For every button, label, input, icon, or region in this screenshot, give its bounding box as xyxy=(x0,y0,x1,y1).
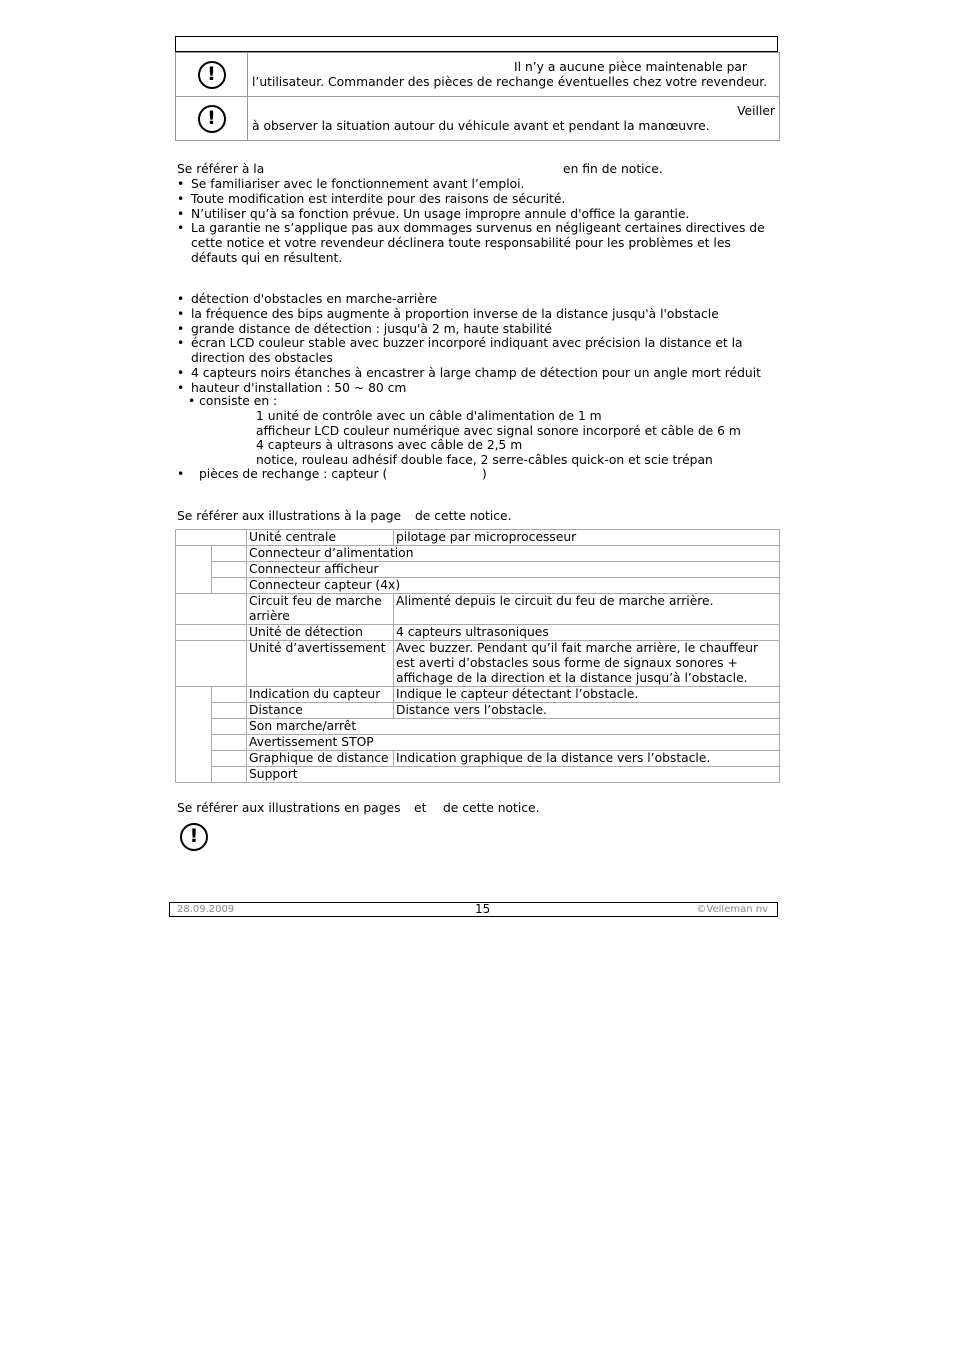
part-description: Alimenté depuis le circuit du feu de marche arrière. xyxy=(394,594,780,625)
part-name: Support xyxy=(247,767,780,783)
warning-text: Veiller xyxy=(737,103,775,118)
installation-intro-b: et xyxy=(414,801,427,815)
list-item: • hauteur d'installation : 50 ~ 80 cm xyxy=(175,381,775,396)
part-name: Connecteur afficheur xyxy=(247,562,780,578)
part-name: Unité centrale xyxy=(247,530,394,546)
warning-row xyxy=(176,53,780,97)
table-row xyxy=(176,719,780,735)
part-name: Indication du capteur xyxy=(247,687,394,703)
part-name: Connecteur d’alimentation xyxy=(247,546,780,562)
list-item: • La garantie ne s’applique pas aux dommages survenus en négligeant certaines directives de cette notice et votre revendeur déclinera toute responsabilité pour les problèmes et les défauts qui en résultent. xyxy=(175,221,775,265)
part-name: Graphique de distance xyxy=(247,751,394,767)
list-item: • N’utiliser qu’à sa fonction prévue. Un usage impropre annule d'office la garantie. xyxy=(175,207,775,222)
consists-item: notice, rouleau adhésif double face, 2 serre-câbles quick-on et scie trépan xyxy=(256,453,713,467)
table-row xyxy=(176,767,780,783)
warning-text: l’utilisateur. Commander des pièces de rechange éventuelles chez votre revendeur. xyxy=(252,74,768,89)
list-item: • 4 capteurs noirs étanches à encastrer à large champ de détection pour un angle mort réduit xyxy=(175,366,775,381)
guidelines-intro-left: Se référer à la xyxy=(177,162,265,176)
installation-intro-a: Se référer aux illustrations en pages xyxy=(177,801,401,815)
part-name: Unité de détection xyxy=(247,625,394,641)
table-row xyxy=(176,562,780,578)
part-name: Circuit feu de marche arrière xyxy=(247,594,394,625)
part-name: Connecteur capteur (4x) xyxy=(247,578,780,594)
consists-item: 1 unité de contrôle avec un câble d'alimentation de 1 m xyxy=(256,409,602,423)
table-row xyxy=(176,578,780,594)
part-description: 4 capteurs ultrasoniques xyxy=(394,625,780,641)
warning-table xyxy=(175,52,780,141)
exclamation-warning-icon: ! xyxy=(198,105,226,133)
consists-item: 4 capteurs à ultrasons avec câble de 2,5 m xyxy=(256,438,523,452)
part-name: Son marche/arrêt xyxy=(247,719,780,735)
table-row xyxy=(176,703,780,719)
table-row xyxy=(176,751,780,767)
part-description: Indication graphique de la distance vers l’obstacle. xyxy=(394,751,780,767)
table-row xyxy=(176,687,780,703)
warning-text: à observer la situation autour du véhicule avant et pendant la manœuvre. xyxy=(252,118,710,133)
list-item: • grande distance de détection : jusqu'à 2 m, haute stabilité xyxy=(175,322,775,337)
page-number: 15 xyxy=(475,902,491,916)
bullet-glyph: • xyxy=(177,467,185,481)
table-row xyxy=(176,546,780,562)
exclamation-warning-icon: ! xyxy=(180,823,208,851)
spare-parts-right: ) xyxy=(482,467,487,481)
part-description: pilotage par microprocesseur xyxy=(394,530,780,546)
table-row xyxy=(176,735,780,751)
table-row xyxy=(176,641,780,687)
table-row xyxy=(176,530,780,546)
list-item: • détection d'obstacles en marche-arrière xyxy=(175,292,775,307)
header-bar xyxy=(175,36,778,52)
list-item: • écran LCD couleur stable avec buzzer incorporé indiquant avec précision la distance et la direction des obstacles xyxy=(175,336,775,366)
consists-item: afficheur LCD couleur numérique avec signal sonore incorporé et câble de 6 m xyxy=(256,424,741,438)
installation-intro-c: de cette notice. xyxy=(443,801,540,815)
footer-copyright: ©Velleman nv xyxy=(696,904,768,915)
list-item: • la fréquence des bips augmente à proportion inverse de la distance jusqu'à l'obstacle xyxy=(175,307,775,322)
part-name: Unité d’avertissement xyxy=(247,641,394,687)
guidelines-intro-right: en fin de notice. xyxy=(563,162,663,176)
features-list xyxy=(175,292,775,396)
list-item: • Se familiariser avec le fonctionnement avant l’emploi. xyxy=(175,177,775,192)
footer-date: 28.09.2009 xyxy=(177,904,235,915)
overview-intro-right: de cette notice. xyxy=(415,509,512,523)
parts-table xyxy=(175,529,780,783)
part-description: Distance vers l’obstacle. xyxy=(394,703,780,719)
part-description: Indique le capteur détectant l’obstacle. xyxy=(394,687,780,703)
overview-intro-left: Se référer aux illustrations à la page xyxy=(177,509,402,523)
table-row xyxy=(176,625,780,641)
spare-parts-left: pièces de rechange : capteur ( xyxy=(199,467,388,481)
warning-text: Il n’y a aucune pièce maintenable par xyxy=(514,59,747,74)
page-footer xyxy=(169,902,778,917)
guidelines-list xyxy=(175,177,775,266)
part-name: Avertissement STOP xyxy=(247,735,780,751)
exclamation-warning-icon: ! xyxy=(198,61,226,89)
warning-row xyxy=(176,97,780,141)
part-description: Avec buzzer. Pendant qu’il fait marche arrière, le chauffeur est averti d’obstacles sous forme de signaux sonores + affichage de la direction et la distance jusqu’à l’obstacle. xyxy=(394,641,780,687)
list-item: • Toute modification est interdite pour des raisons de sécurité. xyxy=(175,192,775,207)
table-row xyxy=(176,594,780,625)
part-name: Distance xyxy=(247,703,394,719)
consists-label: • consiste en : xyxy=(188,394,278,408)
